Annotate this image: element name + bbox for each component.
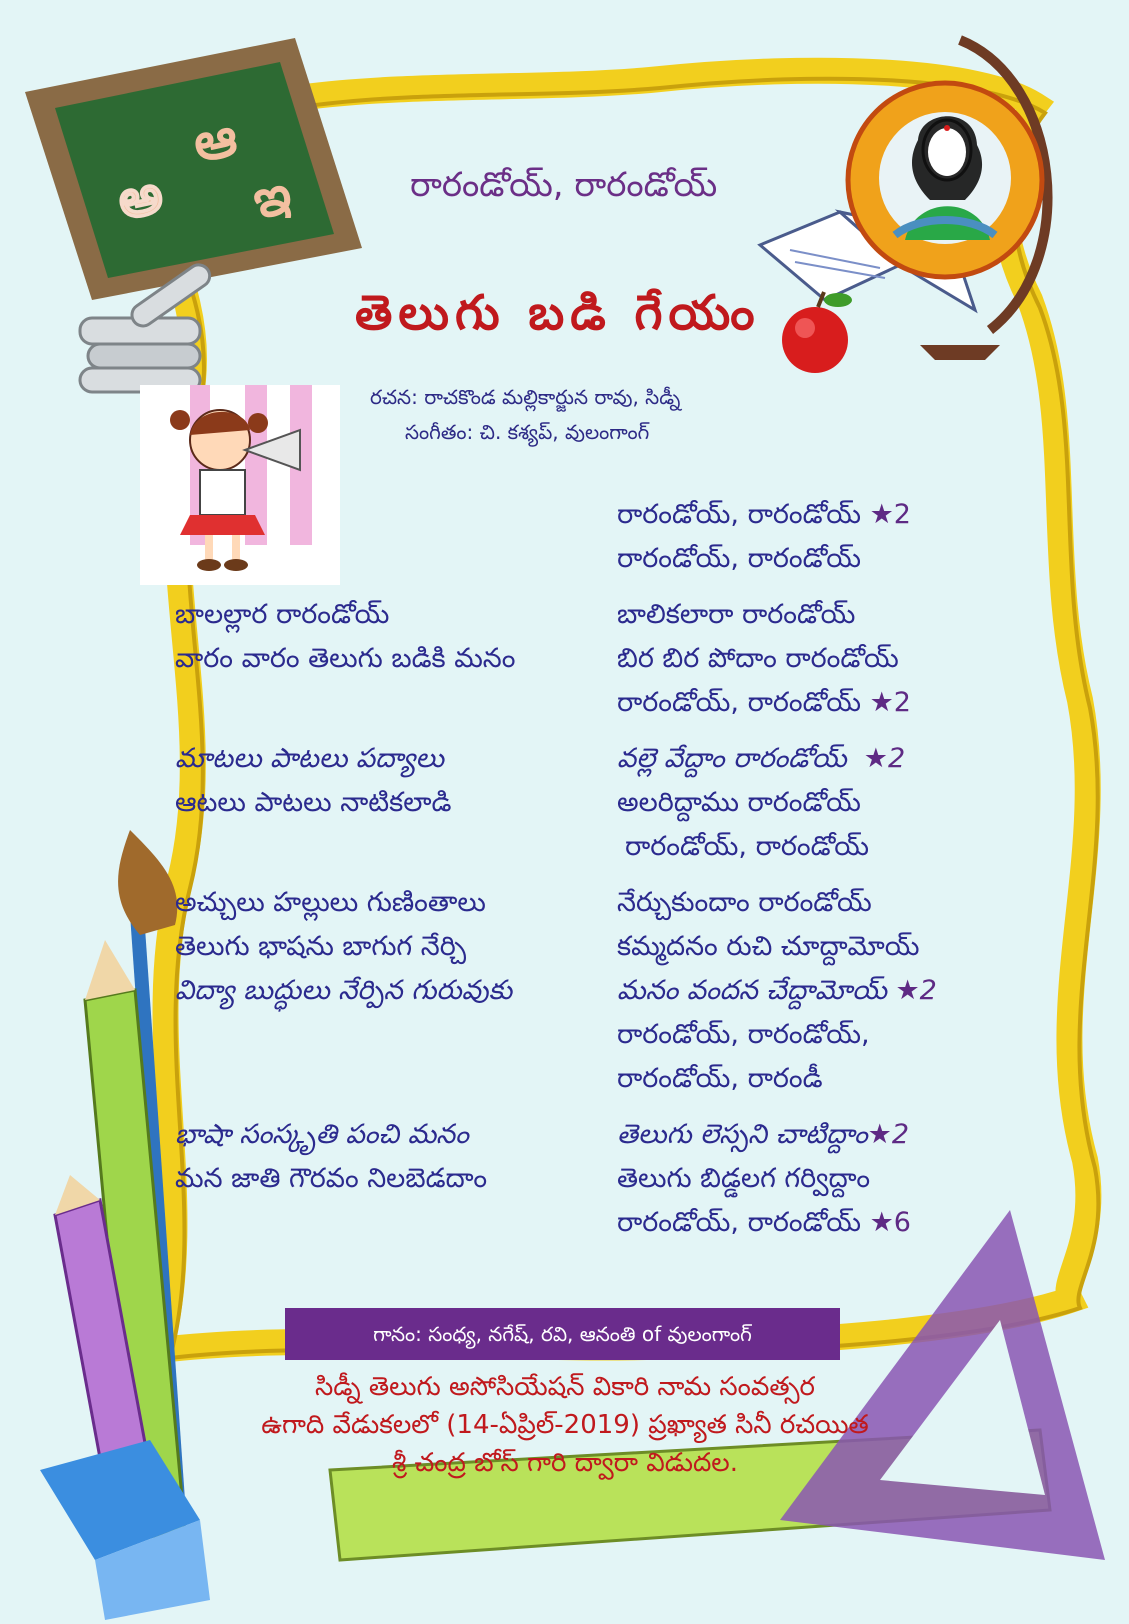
page-title: తెలుగు బడి గేయం bbox=[355, 285, 761, 341]
lyric-line: రారండోయ్, రారండోయ్, bbox=[617, 1019, 870, 1050]
lyric-line: విద్యా బుద్ధులు నేర్పిన గురువుకు bbox=[175, 975, 513, 1006]
apple-icon bbox=[782, 292, 852, 373]
lyric-line: కమ్మదనం రుచి చూద్దామోయ్ bbox=[617, 931, 920, 962]
lyric-line: మన జాతి గౌరవం నిలబెడదాం bbox=[175, 1163, 488, 1194]
release-line: శ్రీ చంద్ర బోస్ గారి ద్వారా విడుదల. bbox=[391, 1448, 739, 1478]
lyric-line: తెలుగు భాషను బాగుగ నేర్చి bbox=[175, 931, 467, 962]
lyric-line: అచ్చులు హల్లులు గుణింతాలు bbox=[175, 887, 486, 918]
telugu-association-logo bbox=[848, 83, 1042, 277]
release-line: ఉగాది వేడుకలలో (14-ఏప్రిల్-2019) ప్రఖ్యాత సినీ రచయిత bbox=[261, 1410, 869, 1440]
lyric-line: మనం వందన చేద్దామోయ్ ★2 bbox=[617, 975, 937, 1006]
music-credit: సంగీతం: చి. కశ్యప్, వులంగాంగ్ bbox=[405, 420, 650, 444]
release-line: సిడ్నీ తెలుగు అసోసియేషన్ వికారి నామ సంవత్సర bbox=[315, 1372, 815, 1402]
lyric-line: ఆటలు పాటలు నాటికలాడి bbox=[175, 787, 452, 818]
lyric-line: రారండోయ్, రారండోయ్ ★2 bbox=[617, 499, 911, 530]
blackboard-letter-a: అ bbox=[112, 161, 168, 232]
lyric-line: రారండోయ్, రారండీ bbox=[617, 1063, 823, 1094]
lyric-line: తెలుగు లెస్సని చాటిద్దాం★2 bbox=[617, 1119, 910, 1150]
lyric-line: వల్లె వేద్దాం రారండోయ్ ★2 bbox=[617, 743, 906, 774]
lyric-line: రారండోయ్, రారండోయ్ bbox=[625, 831, 869, 862]
lyric-line: అలరిద్దాము రారండోయ్ bbox=[617, 787, 861, 818]
lyric-line: రారండోయ్, రారండోయ్ bbox=[617, 543, 861, 574]
blackboard-letter-i: ఇ bbox=[247, 161, 297, 232]
blackboard-icon bbox=[25, 38, 362, 392]
lyric-line: భాషా సంస్కృతి పంచి మనం bbox=[175, 1119, 469, 1150]
lyric-line: వారం వారం తెలుగు బడికి మనం bbox=[175, 643, 516, 674]
lyric-line: బాలికలారా రారండోయ్ bbox=[617, 599, 856, 630]
lyrics-credit: రచన: రాచకొండ మల్లికార్జున రావు, సిడ్నీ bbox=[370, 385, 681, 409]
blackboard-letter-aa: ఆ bbox=[187, 104, 243, 175]
girl-with-megaphone-illustration bbox=[140, 385, 340, 585]
lyric-line: రారండోయ్, రారండోయ్ ★2 bbox=[617, 687, 911, 718]
lyric-line: బిర బిర పోదాం రారండోయ్ bbox=[617, 643, 899, 674]
lyric-line: మాటలు పాటలు పద్యాలు bbox=[175, 743, 445, 774]
lyric-line: రారండోయ్, రారండోయ్ ★6 bbox=[617, 1207, 911, 1238]
lyric-line: తెలుగు బిడ్డలగ గర్విద్దాం bbox=[617, 1163, 871, 1194]
lyric-line: నేర్చుకుందాం రారండోయ్ bbox=[617, 887, 872, 918]
refrain-title: రారండోయ్, రారండోయ్ bbox=[410, 165, 718, 205]
singers-banner: గానం: సంధ్య, నగేష్, రవి, ఆనంతి of వులంగాంగ్ bbox=[285, 1308, 840, 1360]
lyric-line: బాలల్లార రారండోయ్ bbox=[175, 599, 390, 630]
